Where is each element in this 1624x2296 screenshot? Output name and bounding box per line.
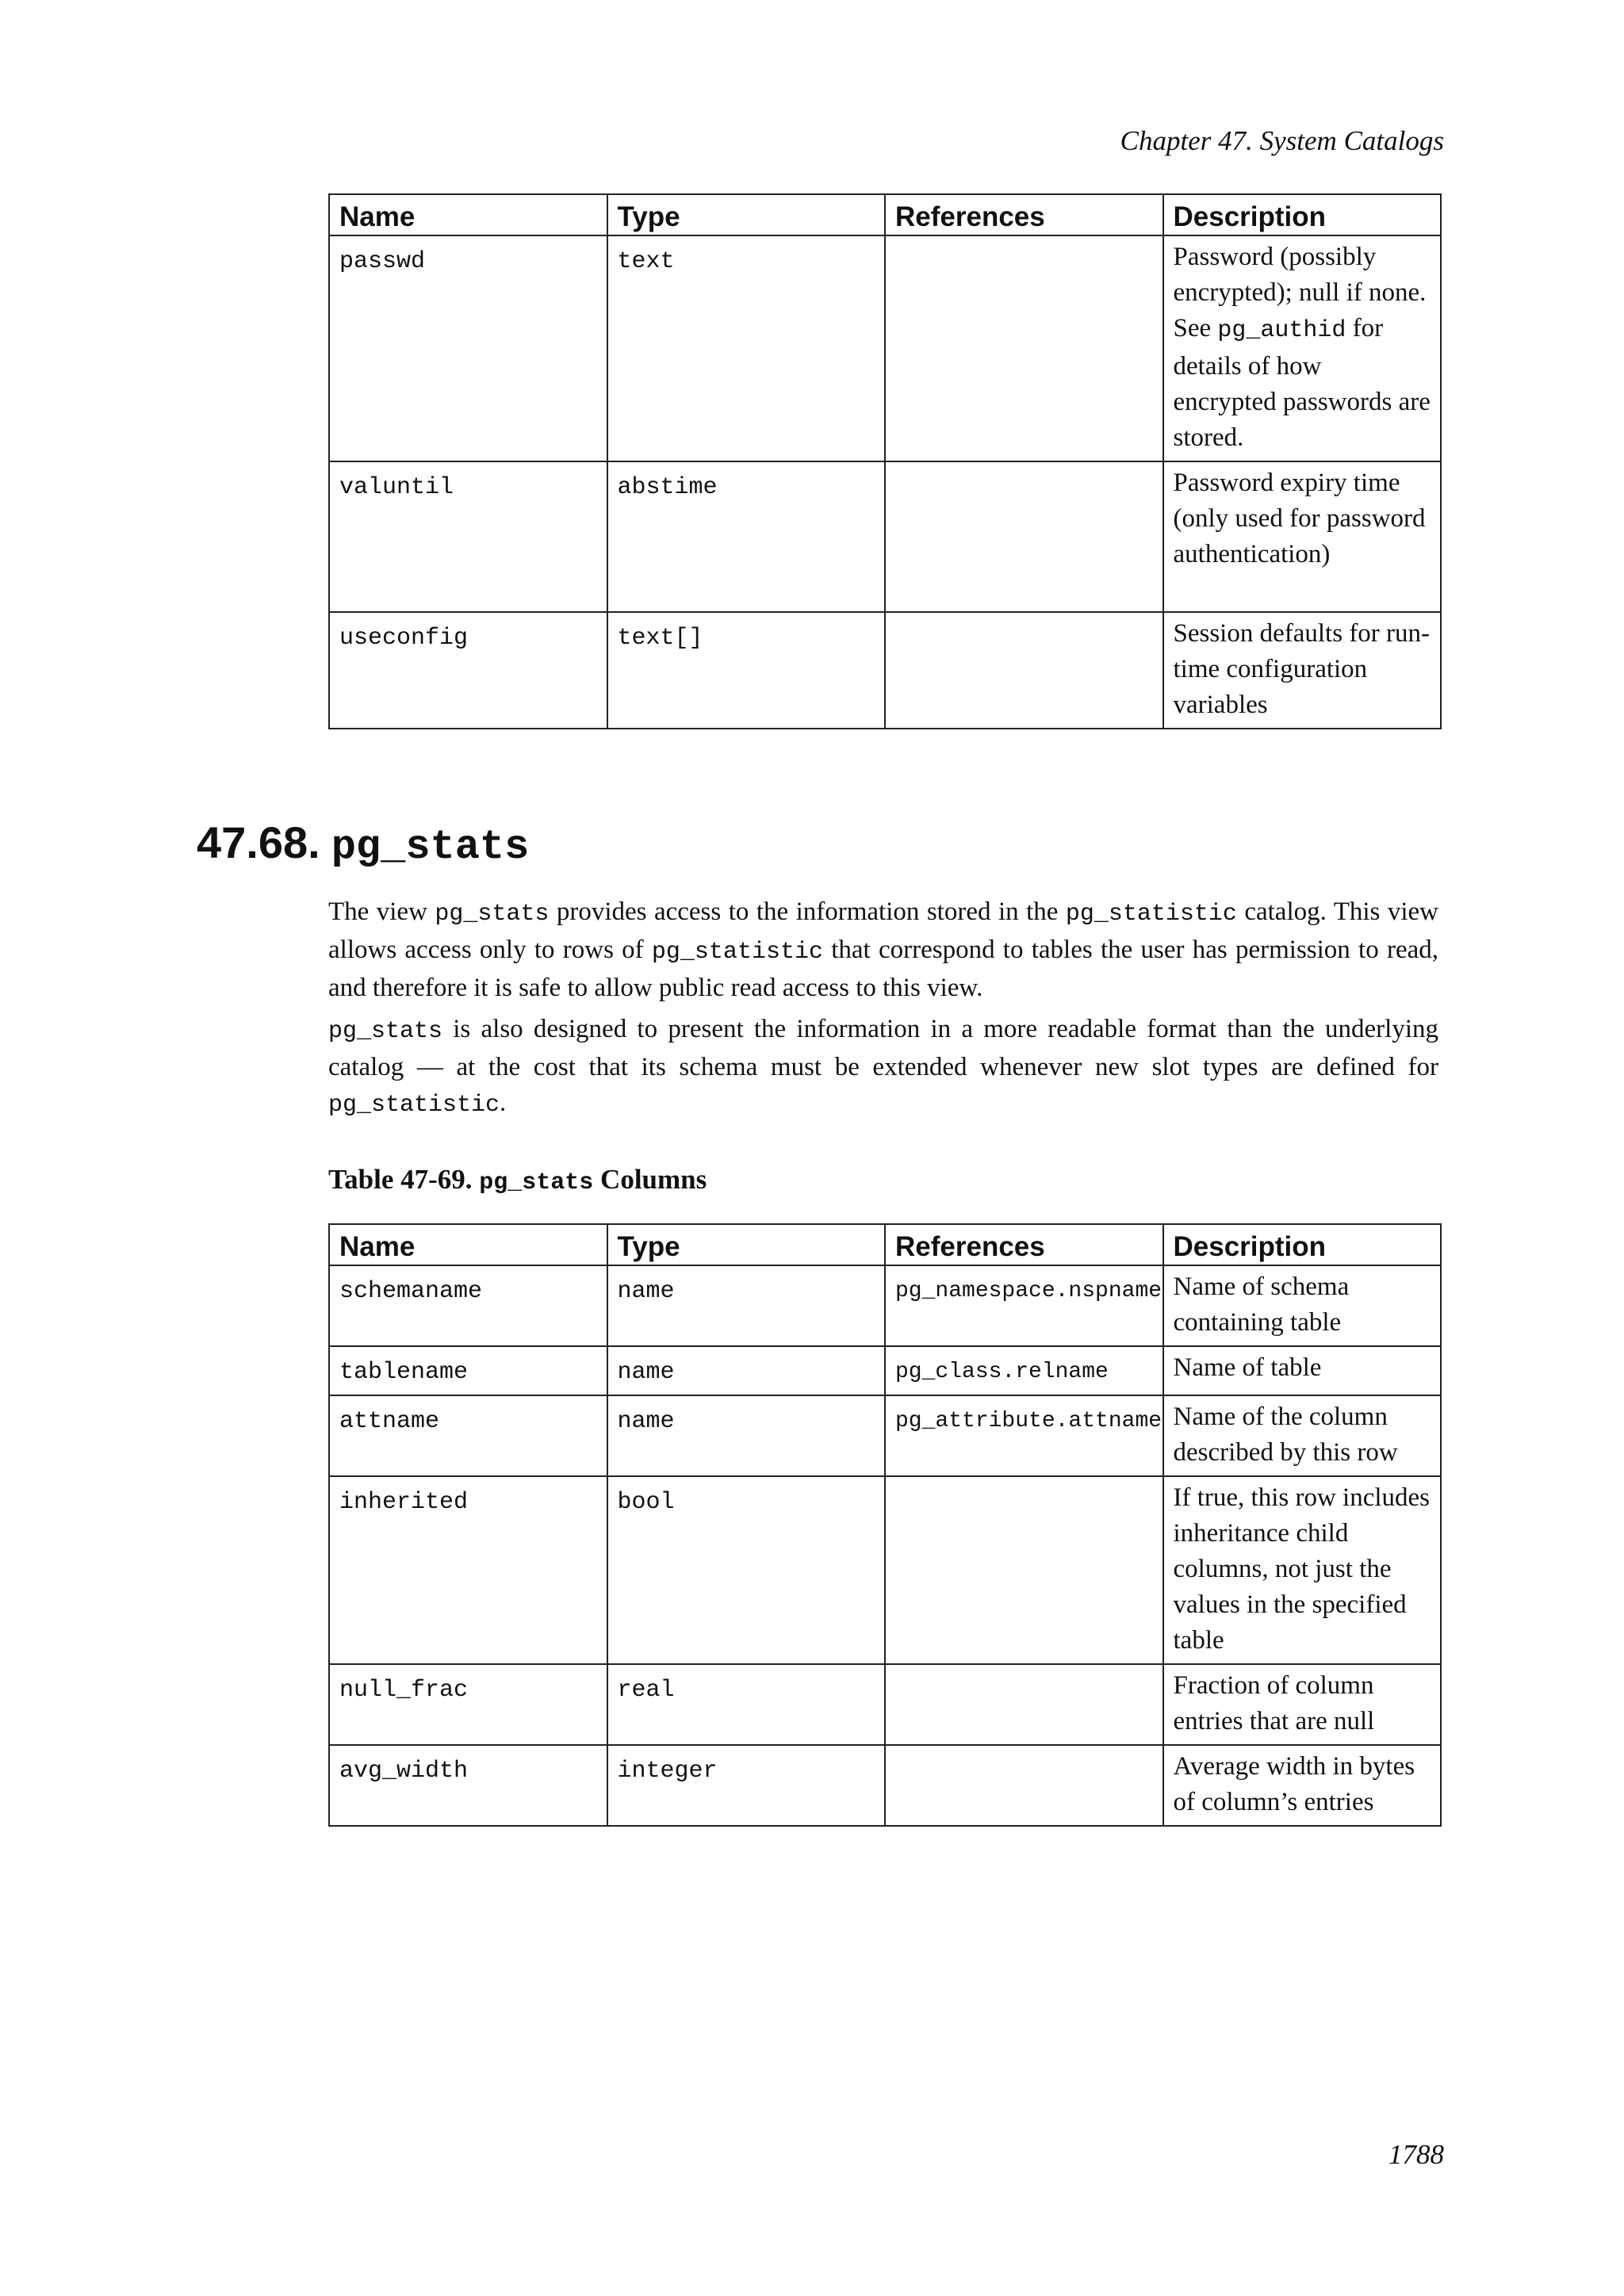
column-header-description: Description	[1163, 194, 1442, 235]
cell-references	[885, 1745, 1163, 1826]
pg-user-columns-table-continued	[328, 193, 1442, 729]
paragraph-text: .	[500, 1089, 507, 1117]
cell-description: Average width in bytes of column’s entries	[1163, 1745, 1442, 1826]
table-row	[329, 1664, 1441, 1745]
column-header-references: References	[885, 194, 1163, 235]
cell-description: If true, this row includes inheritance child columns, not just the values in the specified table	[1163, 1476, 1442, 1664]
section-number: 47.68.	[197, 817, 320, 867]
cell-references	[885, 1664, 1163, 1745]
inline-code: pg_statistic	[651, 939, 823, 966]
cell-description: Name of table	[1163, 1346, 1442, 1395]
cell-name: null_frac	[329, 1664, 607, 1745]
cell-name: schemaname	[329, 1265, 607, 1346]
table-caption	[328, 1164, 707, 1196]
cell-type: text	[607, 235, 886, 461]
cell-references	[885, 461, 1163, 612]
table-row	[329, 1265, 1441, 1346]
caption-code: pg_stats	[479, 1169, 594, 1196]
cell-description	[1163, 235, 1442, 461]
cell-name: tablename	[329, 1346, 607, 1395]
cell-type: name	[607, 1395, 886, 1476]
cell-references: pg_class.relname	[885, 1346, 1163, 1395]
table-row	[329, 235, 1441, 461]
running-header: Chapter 47. System Catalogs	[1120, 125, 1444, 156]
cell-name: useconfig	[329, 612, 607, 729]
inline-code-pg-authid: pg_authid	[1217, 317, 1346, 344]
table-row	[329, 612, 1441, 729]
column-header-type: Type	[607, 194, 886, 235]
description-text: Password (possibly encrypted); null if none. See	[1173, 243, 1427, 342]
section-name: pg_stats	[331, 824, 530, 871]
cell-name: attname	[329, 1395, 607, 1476]
cell-description: Password expiry time (only used for password authentication)	[1163, 461, 1442, 612]
cell-description: Fraction of column entries that are null	[1163, 1664, 1442, 1745]
cell-references: pg_namespace.nspname	[885, 1265, 1163, 1346]
paragraph-intro	[328, 894, 1438, 1006]
cell-references	[885, 1476, 1163, 1664]
cell-description: Name of the column described by this row	[1163, 1395, 1442, 1476]
inline-code: pg_stats	[328, 1018, 443, 1045]
paragraph-design	[328, 1012, 1438, 1123]
table-row	[329, 461, 1441, 612]
paragraph-text: that correspond to tables the user has permission to read, and therefore it is safe to allow public read access to this view.	[328, 936, 1439, 1002]
caption-suffix: Columns	[593, 1164, 707, 1195]
column-header-name: Name	[329, 1224, 607, 1265]
table-row	[329, 1395, 1441, 1476]
cell-references	[885, 235, 1163, 461]
cell-type: integer	[607, 1745, 886, 1826]
table-header-row	[329, 1224, 1441, 1265]
description-text: for details of how encrypted passwords are stored.	[1173, 314, 1431, 452]
cell-type: name	[607, 1346, 886, 1395]
cell-name: valuntil	[329, 461, 607, 612]
caption-label: Table 47-69.	[328, 1164, 480, 1195]
table-header-row	[329, 194, 1441, 235]
cell-references: pg_attribute.attname	[885, 1395, 1163, 1476]
column-header-references: References	[885, 1224, 1163, 1265]
cell-description: Session defaults for run-time configuration variables	[1163, 612, 1442, 729]
cell-name: inherited	[329, 1476, 607, 1664]
paragraph-text: is also designed to present the information in a more readable format than the underlying catalog — at the cost that its schema must be extended whenever new slot types are defined for	[328, 1015, 1438, 1081]
section-heading	[197, 817, 529, 871]
inline-code: pg_statistic	[328, 1092, 500, 1119]
page-number: 1788	[1388, 2139, 1444, 2170]
table-row	[329, 1745, 1441, 1826]
cell-type: name	[607, 1265, 886, 1346]
cell-type: abstime	[607, 461, 886, 612]
paragraph-text: The view	[328, 897, 435, 926]
cell-description: Name of schema containing table	[1163, 1265, 1442, 1346]
cell-type: text[]	[607, 612, 886, 729]
paragraph-text: catalog. This view allows access only to rows of	[328, 897, 1439, 964]
column-header-type: Type	[607, 1224, 886, 1265]
cell-name: avg_width	[329, 1745, 607, 1826]
column-header-name: Name	[329, 194, 607, 235]
cell-references	[885, 612, 1163, 729]
table-row	[329, 1346, 1441, 1395]
cell-type: real	[607, 1664, 886, 1745]
inline-code: pg_stats	[435, 901, 550, 928]
cell-name: passwd	[329, 235, 607, 461]
paragraph-text: provides access to the information stored in the	[549, 897, 1066, 926]
inline-code: pg_statistic	[1065, 901, 1237, 928]
cell-type: bool	[607, 1476, 886, 1664]
pg-stats-columns-table	[328, 1223, 1442, 1827]
table-row	[329, 1476, 1441, 1664]
column-header-description: Description	[1163, 1224, 1442, 1265]
